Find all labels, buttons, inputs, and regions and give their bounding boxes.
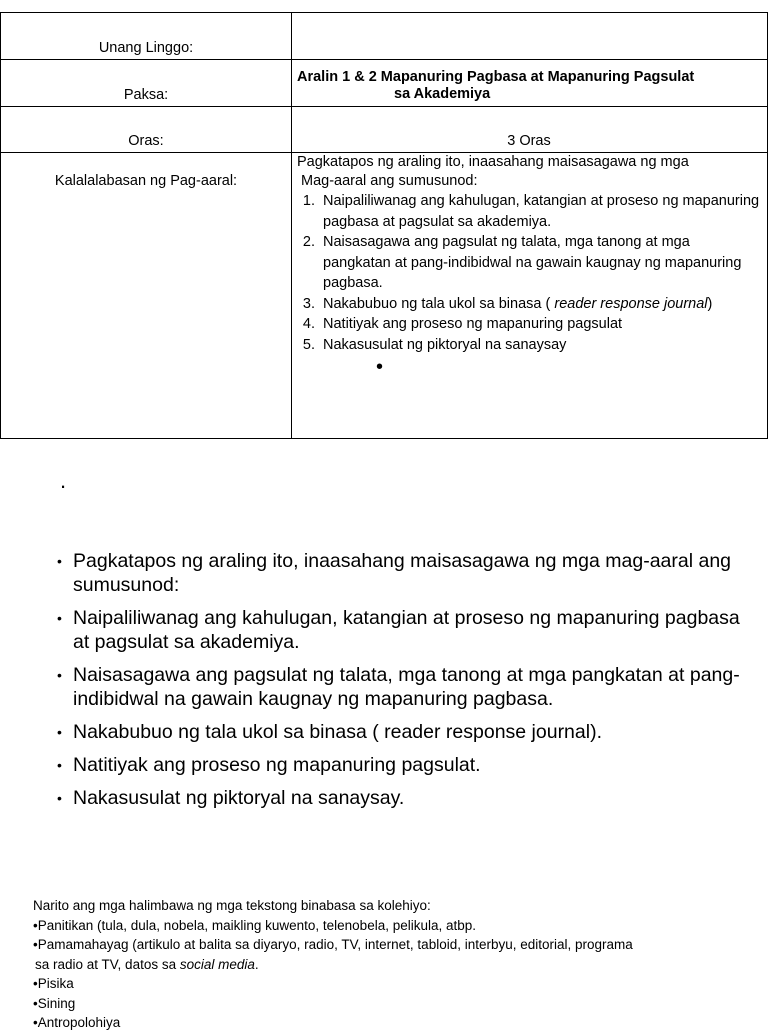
bullet-list [55, 549, 745, 819]
objectives-list [297, 191, 761, 355]
outcomes-intro-line-1: Pagkatapos ng araling ito, inaasahang maisasagawa ng mga [297, 154, 689, 170]
topic-label: Paksa: [1, 60, 292, 107]
example-item [33, 935, 753, 955]
hours-label: Oras: [1, 107, 292, 153]
list-item-text: Naisasagawa ang pagsulat ng talata, mga tanong at mga pangkatan at pang-indibidwal na gawain kaugnay ng mapanuring pagbasa. [73, 664, 740, 710]
objective-item: 4. Natitiyak ang proseso ng mapanuring pagsulat [319, 314, 761, 335]
list-item [55, 720, 745, 744]
objective-item: 1. Naipaliliwanag ang kahulugan, katangian at proseso ng mapanuring pagbasa at pagsulat sa akademiya. [319, 191, 761, 232]
outcomes-intro-line-2: Mag-aaral ang sumusunod: [301, 173, 478, 189]
examples-section [33, 896, 753, 1033]
topic-value [292, 60, 768, 107]
examples-heading: Narito ang mga halimbawa ng mga tekstong binabasa sa kolehiyo: [33, 898, 431, 913]
row-topic [1, 60, 768, 107]
stray-period: . [60, 468, 67, 493]
list-item-text: Naipaliliwanag ang kahulugan, katangian at proseso ng mapanuring pagbasa at pagsulat sa akademiya. [73, 607, 740, 653]
example-marker: • [33, 995, 38, 1011]
objective-item: 2. Naisasagawa ang pagsulat ng talata, mga tanong at mga pangkatan at pang-indibidwal na gawain kaugnay ng mapanuring pagbasa. [319, 232, 761, 294]
bullet-marker: • [57, 610, 62, 626]
bullet-marker: • [57, 757, 62, 773]
example-item-text: Panitikan (tula, dula, nobela, maikling kuwento, telenobela, pelikula, atbp. [37, 917, 477, 933]
example-item [33, 974, 753, 994]
example-item [33, 1013, 753, 1033]
example-item-text: Sining [37, 995, 76, 1011]
trailing-bullet: • [376, 356, 384, 378]
outcomes-intro [297, 153, 761, 191]
week-value [292, 13, 768, 60]
bullet-marker: • [57, 790, 62, 806]
objective-item: 5. Nakasusulat ng piktoryal na sanaysay [319, 335, 761, 356]
bullet-marker: • [57, 724, 62, 740]
list-item [55, 549, 745, 597]
list-item-text: Nakabubuo ng tala ukol sa binasa ( reader response journal). [73, 721, 602, 743]
topic-line-1: Aralin 1 & 2 Mapanuring Pagbasa at Mapanuring Pagsulat [297, 69, 695, 85]
example-item-continuation [33, 955, 753, 975]
outcomes-label: Kalalalabasan ng Pag-aaral: [1, 153, 292, 439]
hours-value: 3 Oras [292, 107, 768, 153]
list-item [55, 663, 745, 711]
list-item-text: Natitiyak ang proseso ng mapanuring pagsulat. [73, 754, 481, 776]
row-hours [1, 107, 768, 153]
example-item-text: Pamamahayag (artikulo at balita sa diyaryo, radio, TV, internet, tabloid, interbyu, editorial, programa [37, 937, 633, 952]
objective-3-italic: reader response journal [554, 295, 708, 312]
objective-3-end: ) [707, 295, 713, 312]
example-item [33, 916, 753, 936]
example-item-text: sa radio at TV, datos sa [35, 956, 180, 972]
example-marker: • [33, 937, 38, 952]
outcomes-value [292, 153, 768, 439]
list-item [55, 606, 745, 654]
example-item-italic: social media [179, 956, 255, 972]
example-item-text: Antropolohiya [37, 1015, 121, 1030]
bullet-marker: • [57, 667, 62, 683]
example-item [33, 994, 753, 1014]
example-marker: • [33, 1015, 38, 1030]
row-week [1, 13, 768, 60]
week-label: Unang Linggo: [1, 13, 292, 60]
bullet-marker: • [57, 553, 62, 569]
list-item-text: Pagkatapos ng araling ito, inaasahang maisasagawa ng mga mag-aaral ang sumusunod: [73, 550, 732, 596]
objective-3-text: Nakabubuo ng tala ukol sa binasa ( [323, 295, 555, 312]
objective-item [319, 294, 761, 315]
row-outcomes [1, 153, 768, 439]
example-marker: • [33, 976, 38, 991]
topic-line-2: sa Akademiya [394, 86, 491, 102]
example-item-text: Pisika [37, 976, 74, 991]
list-item-text: Nakasusulat ng piktoryal na sanaysay. [73, 787, 405, 809]
list-item [55, 753, 745, 777]
example-item-end: . [254, 956, 259, 972]
lesson-table [0, 12, 768, 439]
example-marker: • [33, 917, 38, 933]
list-item [55, 786, 745, 810]
